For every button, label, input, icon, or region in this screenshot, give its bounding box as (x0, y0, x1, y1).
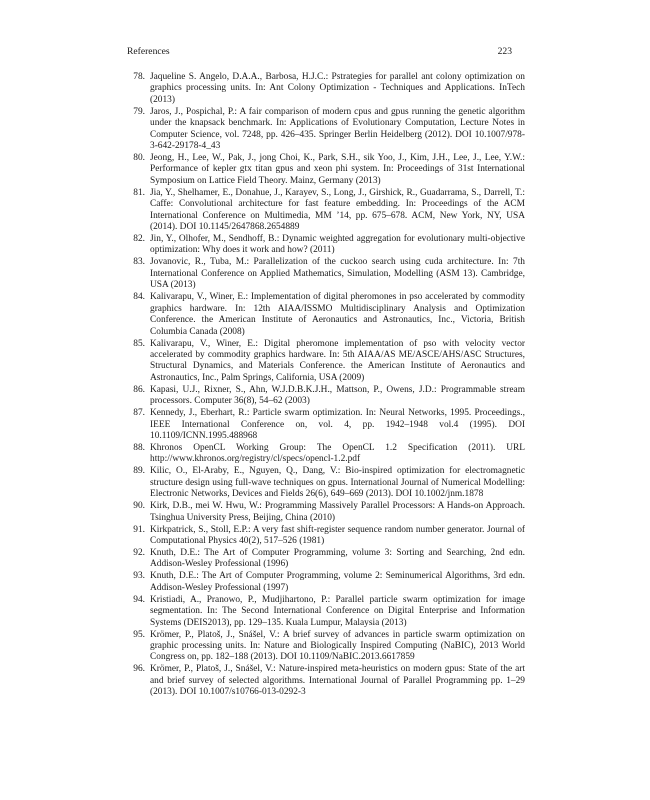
reference-text: Jaros, J., Pospichal, P.: A fair comparison of modern cpus and gpus running the genetic algorithm under the knapsack benchmark. In: Applications of Evolutionary Computation, Lecture Notes in Computer Science, vol. 7248, pp. 426–435. Springer Berlin Heidelberg (2012). DOI 10.1007/978-3-642-29178-4_43 (150, 106, 525, 152)
reference-text: Jeong, H., Lee, W., Pak, J., jong Choi, K., Park, S.H., sik Yoo, J., Kim, J.H., Lee, J., Lee, Y.W.: Performance of kepler gtx titan gpus and xeon phi system. In: Proceedings of 31st International Symposium on Lattice Field Theory. Mainz, Germany (2013) (150, 153, 525, 186)
reference-item (127, 664, 525, 698)
reference-item (127, 188, 525, 234)
reference-number: 93. (133, 571, 145, 582)
reference-number: 86. (133, 384, 145, 395)
reference-text: Kirk, D.B., mei W. Hwu, W.: Programming Massively Parallel Processors: A Hands-on Approach. Tsinghua University Press, Beijing, China (2010) (150, 501, 525, 523)
reference-number: 87. (133, 408, 145, 419)
reference-text: Kirkpatrick, S., Stoll, E.P.: A very fast shift-register sequence random number generator. Journal of Computational Physics 40(2), 517–526 (1981) (150, 524, 525, 546)
reference-text: Khronos OpenCL Working Group: The OpenCL 1.2 Specification (2011). URL http://www.khronos.org/registry/cl/specs/opencl-1.2.pdf (150, 442, 525, 465)
reference-item (127, 548, 525, 571)
reference-number: 78. (133, 72, 145, 82)
reference-item (127, 385, 525, 408)
reference-item (127, 234, 525, 257)
reference-text: Jovanovic, R., Tuba, M.: Parallelization of the cuckoo search using cuda architecture. In: 7th International Conference on Applied Mathematics, Simulation, Modelling (ASM 13). Cambridge, USA (2013) (150, 257, 525, 291)
reference-number: 79. (133, 106, 145, 117)
reference-text: Kalivarapu, V., Winer, E.: Implementation of digital pheromones in pso accelerated by commodity graphics hardware. In: 12th AIAA/ISSMO Multidisciplinary Analysis and Optimization Conference. the American Institute of Aeronautics and Astronautics, Inc., Victoria, British Columbia Canada (2008) (150, 292, 525, 337)
reference-item (127, 443, 525, 466)
page-number: 223 (497, 46, 512, 57)
reference-text: Kalivarapu, V., Winer, E.: Digital pheromone implementation of pso with velocity vector accelerated by commodity graphics hardware. In: 5th AIAA/AS ME/ASCE/AHS/ASC Structures, Structural Dynamics, and Materials Conference. the American Institute of Aeronautics and Astronautics, Inc., Palm Springs, California, USA (2009) (150, 338, 525, 383)
reference-number: 80. (133, 153, 145, 164)
reference-item (127, 525, 525, 548)
reference-number: 95. (133, 629, 145, 640)
reference-number: 88. (133, 442, 145, 453)
reference-number: 82. (133, 234, 145, 245)
reference-item (127, 292, 525, 338)
reference-number: 91. (133, 524, 145, 535)
reference-text: Kristiadi, A., Pranowo, P., Mudjihartono, P.: Parallel particle swarm optimization for image segmentation. In: The Second International Conference on Digital Enterprise and Information Systems (DEIS2013), pp. 129–135. Kuala Lumpur, Malaysia (2013) (150, 594, 525, 628)
reference-text: Jin, Y., Olhofer, M., Sendhoff, B.: Dynamic weighted aggregation for evolutionary multi-objective optimization: Why does it work and how? (2011) (150, 234, 525, 256)
reference-item (127, 595, 525, 629)
reference-number: 94. (133, 594, 145, 605)
reference-item (127, 72, 525, 106)
reference-text: Krömer, P., Platoš, J., Snášel, V.: A brief survey of advances in particle swarm optimization on graphic processing units. In: Nature and Biologically Inspired Computing (NaBIC), 2013 World Congress on, pp. 182–188 (2013). DOI 10.1109/NaBIC.2013.6617859 (150, 629, 525, 663)
reference-item (127, 408, 525, 442)
reference-number: 85. (133, 338, 145, 349)
reference-item (127, 153, 525, 187)
reference-item (127, 466, 525, 500)
reference-number: 83. (133, 257, 145, 268)
reference-list (127, 72, 525, 699)
reference-item (127, 339, 525, 385)
reference-text: Jia, Y., Shelhamer, E., Donahue, J., Karayev, S., Long, J., Girshick, R., Guadarrama, S., Darrell, T.: Caffe: Convolutional architecture for fast feature embedding. In: Proceedings of the ACM International Conference on Multimedia, MM ’14, pp. 675–678. ACM, New York, NY, USA (2014). DOI 10.1145/2647868.2654889 (150, 187, 525, 233)
reference-text: Krömer, P., Platoš, J., Snášel, V.: Nature-inspired meta-heuristics on modern gpus: State of the art and brief survey of selected algorithms. International Journal of Parallel Programming pp. 1–29 (2013). DOI 10.1007/s10766-013-0292-3 (150, 664, 525, 698)
reference-item (127, 630, 525, 664)
reference-number: 81. (133, 187, 145, 198)
reference-item (127, 571, 525, 594)
reference-item (127, 257, 525, 291)
reference-number: 96. (133, 664, 145, 675)
running-header-title: References (127, 46, 170, 57)
reference-number: 92. (133, 547, 145, 558)
reference-number: 89. (133, 466, 145, 477)
reference-text: Kapasi, U.J., Rixner, S., Ahn, W.J.D.B.K.J.H., Mattson, P., Owens, J.D.: Programmable stream processors. Computer 36(8), 54–62 (2003) (150, 384, 525, 407)
reference-text: Kilic, O., El-Araby, E., Nguyen, Q., Dang, V.: Bio-inspired optimization for electromagnetic structure design using full-wave techniques on gpus. International Journal of Numerical Modelling: Electronic Networks, Devices and Fields 26(6), 649–669 (2013). DOI 10.1002/jnm.1878 (150, 466, 525, 500)
reference-text: Jaqueline S. Angelo, D.A.A., Barbosa, H.J.C.: Pstrategies for parallel ant colony optimization on graphics processing units. In: Ant Colony Optimization - Techniques and Applications. InTech (2013) (150, 72, 525, 105)
reference-number: 90. (133, 501, 145, 512)
reference-item (127, 501, 525, 524)
reference-text: Kennedy, J., Eberhart, R.: Particle swarm optimization. In: Neural Networks, 1995. Proceedings., IEEE International Conference on, vol. 4, pp. 1942–1948 vol.4 (1995). DOI 10.1109/ICNN.1995.488968 (150, 408, 525, 441)
reference-text: Knuth, D.E.: The Art of Computer Programming, volume 2: Seminumerical Algorithms, 3rd edn. Addison-Wesley Professional (1997) (150, 571, 525, 593)
reference-item (127, 107, 525, 153)
reference-text: Knuth, D.E.: The Art of Computer Programming, volume 3: Sorting and Searching, 2nd edn. Addison-Wesley Professional (1996) (150, 547, 525, 570)
reference-number: 84. (133, 292, 145, 303)
